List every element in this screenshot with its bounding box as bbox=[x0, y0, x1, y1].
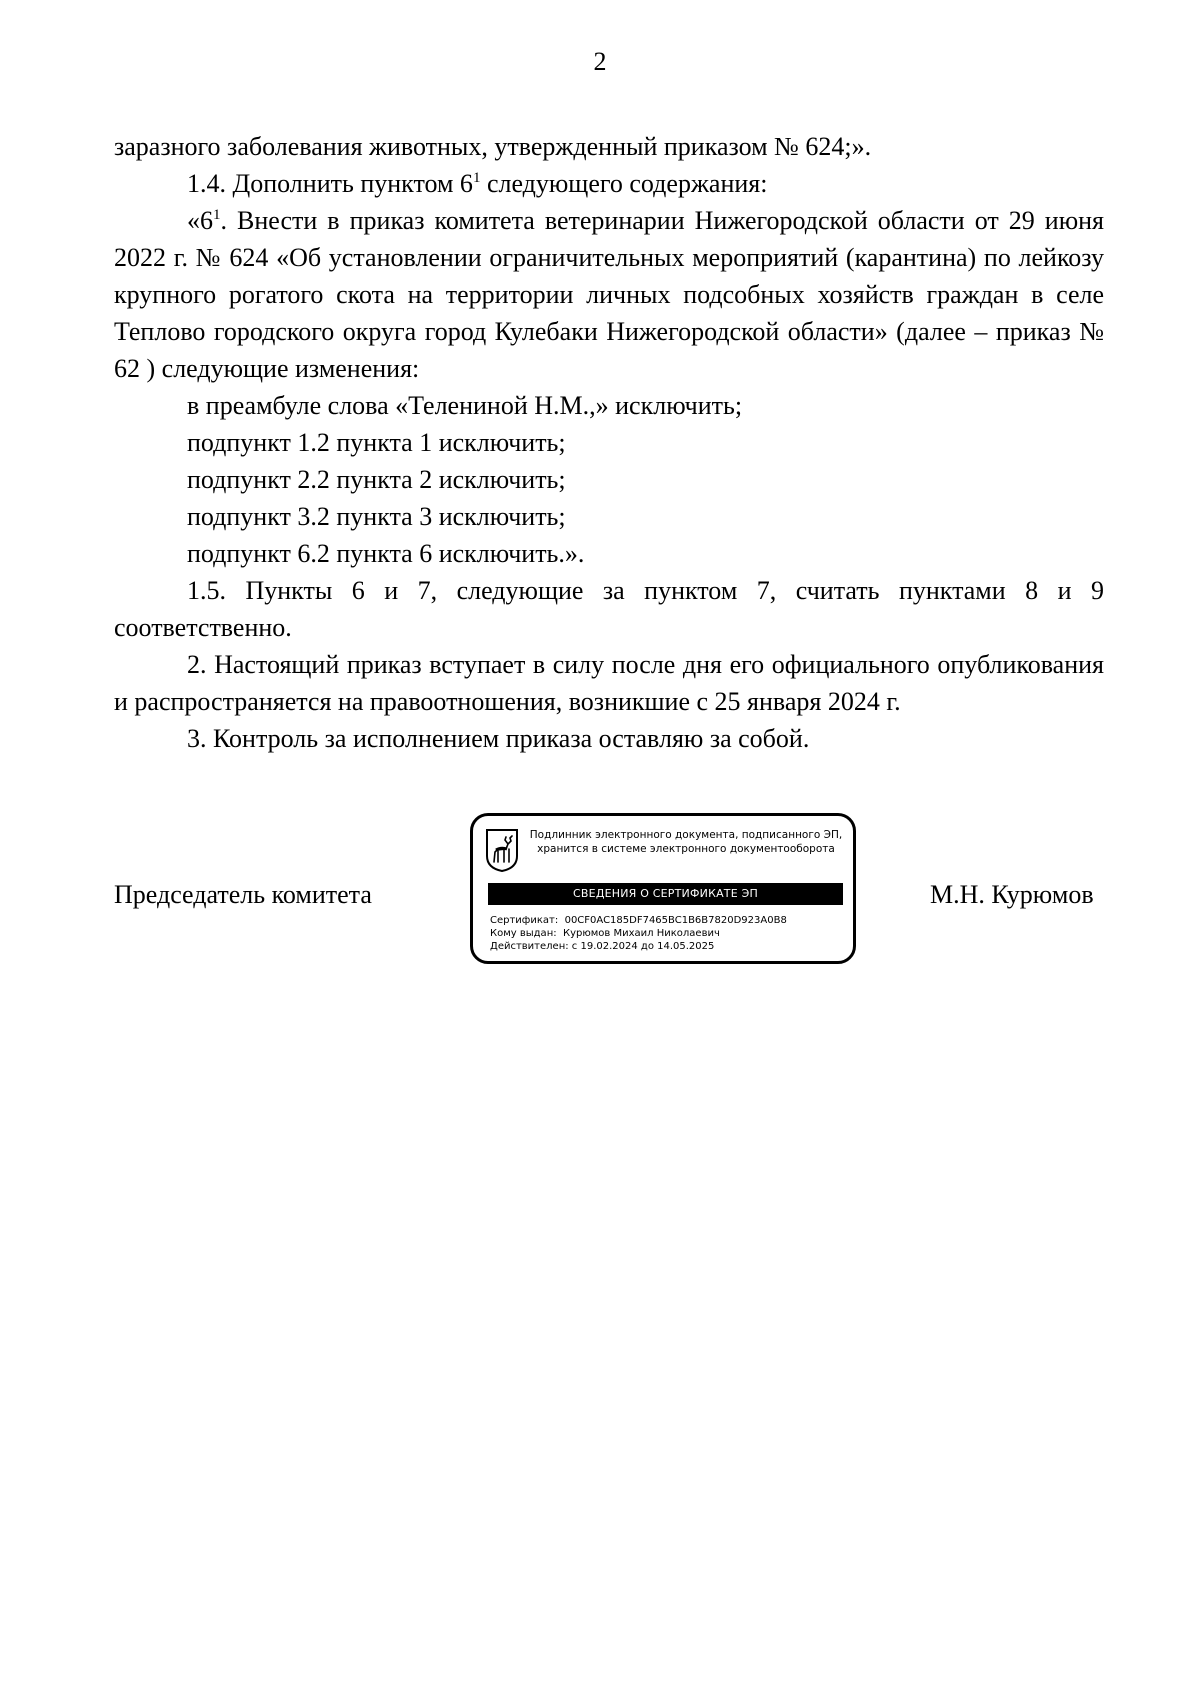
stamp-title-bar: СВЕДЕНИЯ О СЕРТИФИКАТЕ ЭП bbox=[488, 883, 843, 905]
superscript: 1 bbox=[472, 170, 481, 186]
signatory-position: Председатель комитета bbox=[114, 880, 372, 909]
stamp-header-line: хранится в системе электронного документооборота bbox=[537, 843, 835, 855]
e-signature-stamp bbox=[470, 813, 856, 964]
issued-to-row bbox=[490, 927, 850, 940]
certificate-value: 00CF0AC185DF7465BC1B6B7820D923A0B8 bbox=[564, 915, 787, 926]
paragraph-1-4 bbox=[114, 165, 1104, 202]
paragraph-3: 3. Контроль за исполнением приказа оставляю за собой. bbox=[187, 724, 810, 753]
superscript: 1 bbox=[213, 207, 221, 223]
paragraph-2: 2. Настоящий приказ вступает в силу после дня его официального опубликования и распространяется на правоотношения, возникшие с 25 января 2024 г. bbox=[114, 650, 1104, 716]
nizhny-novgorod-deer-emblem-icon bbox=[485, 828, 519, 872]
stamp-header bbox=[523, 828, 849, 856]
paragraph-text: следующего содержания: bbox=[480, 169, 768, 198]
validity-row bbox=[490, 940, 850, 953]
validity-value: с 19.02.2024 до 14.05.2025 bbox=[571, 941, 715, 952]
paragraph-text: 1.4. Дополнить пунктом 6 bbox=[187, 169, 473, 198]
document-body bbox=[114, 128, 1104, 757]
paragraph-subitem-6-2: подпункт 6.2 пункта 6 исключить.». bbox=[187, 539, 585, 568]
page-number: 2 bbox=[593, 47, 607, 76]
stamp-details bbox=[490, 914, 850, 953]
validity-label: Действителен: bbox=[490, 941, 569, 952]
paragraph-preamble: в преамбуле слова «Телениной Н.М.,» исключить; bbox=[187, 391, 743, 420]
stamp-header-line: Подлинник электронного документа, подписанного ЭП, bbox=[529, 829, 843, 841]
issued-to-value: Курюмов Михаил Николаевич bbox=[562, 928, 720, 939]
paragraph-text: «6 bbox=[187, 206, 213, 235]
paragraph-continuation: заразного заболевания животных, утвержденный приказом № 624;». bbox=[114, 132, 872, 161]
paragraph-subitem-3-2: подпункт 3.2 пункта 3 исключить; bbox=[187, 502, 566, 531]
paragraph-text: . Внести в приказ комитета ветеринарии Нижегородской области от 29 июня 2022 г. № 624 «Об установлении ограничительных мероприятий (карантина) по лейкозу крупного рогатого скота на территории личных подсобных хозяйств граждан в селе Теплово городского округа город Кулебаки Нижегородской области» (далее – приказ № 62 ) следующие изменения: bbox=[114, 206, 1104, 383]
issued-to-label: Кому выдан: bbox=[490, 928, 557, 939]
signatory-name: М.Н. Курюмов bbox=[930, 880, 1094, 909]
paragraph-1-5: 1.5. Пункты 6 и 7, следующие за пунктом 7, считать пунктами 8 и 9 соответственно. bbox=[114, 576, 1104, 642]
paragraph-subitem-1-2: подпункт 1.2 пункта 1 исключить; bbox=[187, 428, 566, 457]
paragraph-subitem-2-2: подпункт 2.2 пункта 2 исключить; bbox=[187, 465, 566, 494]
certificate-row bbox=[490, 914, 850, 927]
certificate-label: Сертификат: bbox=[490, 915, 559, 926]
paragraph-6-1 bbox=[114, 202, 1104, 387]
